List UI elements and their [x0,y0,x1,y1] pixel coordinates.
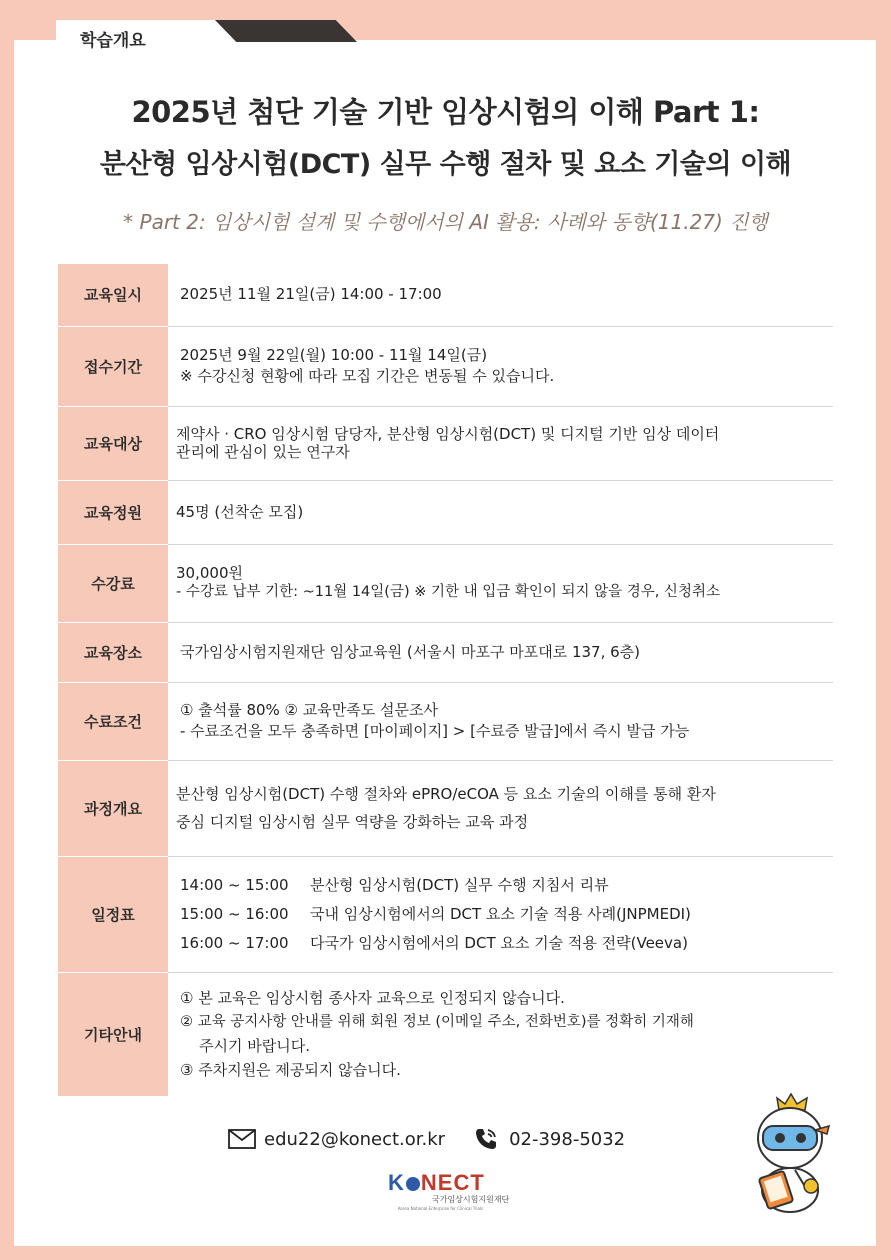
schedule-time: 14:00 ~ 15:00 [180,875,289,894]
phone-icon [473,1126,499,1152]
table-row [58,264,833,326]
table-row [58,622,833,682]
schedule-item [180,929,833,958]
row-value [168,682,833,760]
row-value [168,406,833,480]
schedule-item [180,900,833,929]
row-label: 교육정원 [58,480,168,544]
value-line: ① 본 교육은 임상시험 종사자 교육으로 인정되지 않습니다. [180,989,565,1008]
row-value [168,326,833,406]
logo-globe-icon [406,1177,420,1191]
schedule-desc: 분산형 임상시험(DCT) 실무 수행 지침서 리뷰 [310,875,609,894]
row-value [168,480,833,544]
table-row [58,544,833,622]
page-title-line2: 분산형 임상시험(DCT) 실무 수행 절차 및 요소 기술의 이해 [99,149,792,180]
value-line: 중심 디지털 임상시험 실무 역량을 강화하는 교육 과정 [176,813,529,831]
row-label: 교육장소 [58,622,168,682]
row-label: 접수기간 [58,326,168,406]
logo-subtitle-en: Korea National Enterprise for Clinical Trials [398,1206,484,1211]
value-line: 관리에 관심이 있는 연구자 [176,443,350,461]
section-tab-label: 학습개요 [80,31,146,51]
row-label: 수강료 [58,544,168,622]
value-line: 45명 (선착순 모집) [176,502,304,521]
value-line: 주시기 바랍니다. [180,1037,311,1056]
value-line: ② 교육 공지사항 안내를 위해 회원 정보 (이메일 주소, 전화번호)를 정확히 기재해 [180,1014,694,1031]
row-label: 일정표 [58,856,168,972]
value-line: - 수강료 납부 기한: ~11월 14일(금) ※ 기한 내 입금 확인이 되지 않을 경우, 신청취소 [176,584,720,600]
value-line: 국가임상시험지원재단 임상교육원 (서울시 마포구 마포대로 137, 6층) [180,642,640,661]
table-row [58,856,833,972]
logo-subtitle: 국가임상시험지원재단 [432,1195,510,1204]
row-label: 교육일시 [58,264,168,326]
contact-email[interactable]: edu22@konect.or.kr [264,1128,446,1150]
schedule-desc: 다국가 임상시험에서의 DCT 요소 기술 적용 전략(Veeva) [310,933,688,952]
row-label: 과정개요 [58,760,168,856]
table-row [58,326,833,406]
value-line: - 수료조건을 모두 충족하면 [마이페이지] > [수료증 발급]에서 즉시 발급 가능 [180,722,690,740]
table-row [58,480,833,544]
row-label: 교육대상 [58,406,168,480]
info-table [58,264,833,1096]
value-line: 2025년 11월 21일(금) 14:00 - 17:00 [180,285,442,304]
logo-rest: NECT [420,1170,485,1195]
row-label: 수료조건 [58,682,168,760]
row-value [168,760,833,856]
schedule-desc: 국내 임상시험에서의 DCT 요소 기술 적용 사례(JNPMEDI) [310,904,691,923]
table-row [58,972,833,1096]
value-line: ① 출석률 80% ② 교육만족도 설문조사 [180,701,438,719]
konect-logo [388,1170,518,1216]
row-value [168,972,833,1096]
mail-icon [228,1129,256,1149]
contact-phone[interactable]: 02-398-5032 [509,1128,626,1150]
mascot-illustration [745,1090,845,1215]
table-row [58,760,833,856]
value-line: ※ 수강신청 현황에 따라 모집 기간은 변동될 수 있습니다. [180,367,555,385]
table-row [58,406,833,480]
page-subtitle: * Part 2: 임상시험 설계 및 수행에서의 AI 활용: 사례와 동향(11.27) 진행 [123,210,768,234]
value-line: 제약사 · CRO 임상시험 담당자, 분산형 임상시험(DCT) 및 디지털 기반 임상 데이터 [176,425,720,443]
logo-wordmark [388,1170,518,1196]
value-line: 30,000원 [176,564,243,582]
row-value [168,544,833,622]
schedule-list [168,856,833,972]
value-line: 2025년 9월 22일(월) 10:00 - 11월 14일(금) [180,346,488,364]
value-line: ③ 주차지원은 제공되지 않습니다. [180,1061,401,1080]
logo-k: K [388,1170,405,1195]
row-value [168,264,833,326]
page-title-line1: 2025년 첨단 기술 기반 임상시험의 이해 Part 1: [131,95,760,129]
row-label: 기타안내 [58,972,168,1096]
section-tab-accent [215,20,357,42]
schedule-item [180,871,833,900]
schedule-time: 15:00 ~ 16:00 [180,904,289,923]
schedule-time: 16:00 ~ 17:00 [180,933,289,952]
row-value [168,622,833,682]
value-line: 분산형 임상시험(DCT) 수행 절차와 ePRO/eCOA 등 요소 기술의 이해를 통해 환자 [176,785,716,803]
table-row [58,682,833,760]
contact-info [228,1126,625,1152]
